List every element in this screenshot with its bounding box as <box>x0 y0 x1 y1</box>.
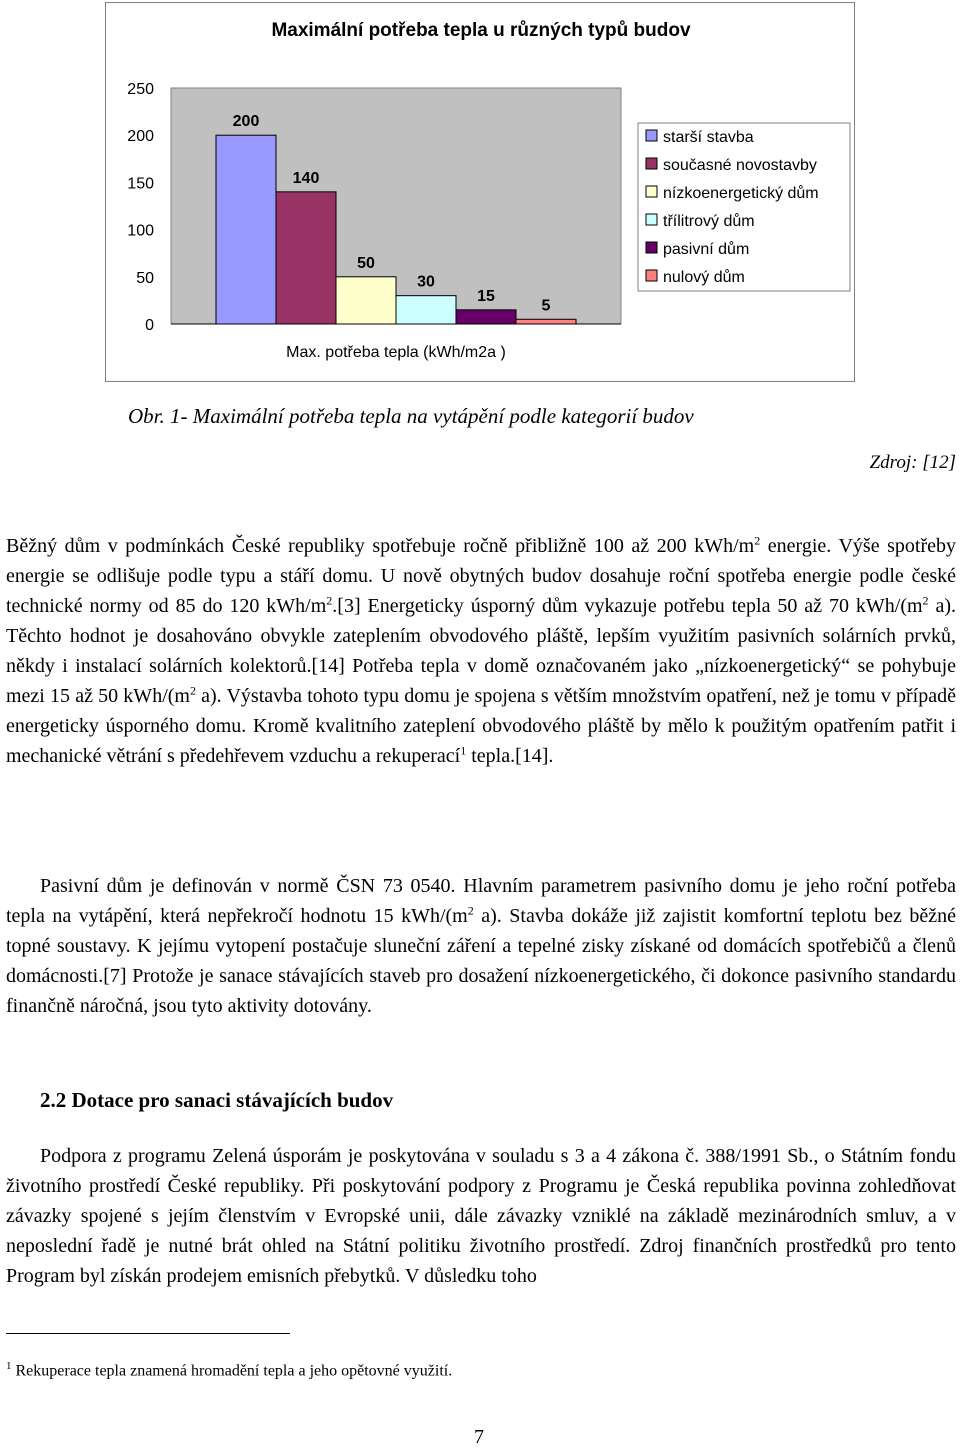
bar-label-2: 140 <box>292 169 320 187</box>
bar-label-5: 15 <box>477 287 495 305</box>
paragraph-2 <box>6 871 956 1021</box>
y-tick-label-5: 250 <box>127 81 154 98</box>
paragraph-1-text-2: energie. Výše spotřeby energie se odlišuje podle typu a stáří domu. U nově obytných budov dosahuje roční spotřeba energie podle české technické normy od 85 do 120 kWh/m <box>6 535 956 617</box>
bar-6 <box>516 319 576 324</box>
legend-swatch-6 <box>646 270 657 281</box>
chart-frame <box>105 2 855 382</box>
paragraph-1-text-4: a). Těchto hodnot je dosahováno obvykle zateplením obvodového pláště, lepším využitím pasivních solárních prvků, někdy i instalací solárních kolektorů.[14] Potřeba tepla v domě označovaném jako „nízkoenergetický“ se pohybuje mezi 15 až 50 kWh/(m <box>6 595 956 707</box>
legend-label-1: starší stavba <box>663 129 754 146</box>
chart-title: Maximální potřeba tepla u různých typů budov <box>271 20 691 41</box>
paragraph-1-text-5: a). Výstavba tohoto typu domu je spojena s větším množstvím opatření, než je tomu v případě energeticky úsporného domu. Kromě kvalitního zateplení obvodového pláště by mělo k použitým opatřením patřit i mechanické větrání s předehřevem vzduchu a rekuperací <box>6 685 956 767</box>
bar-chart <box>106 3 856 383</box>
legend-label-3: nízkoenergetický dům <box>663 185 819 202</box>
bar-2 <box>276 192 336 324</box>
paragraph-1-text-1: Běžný dům v podmínkách České republiky spotřebuje ročně přibližně 100 až 200 kWh/m <box>6 535 755 557</box>
bar-1 <box>216 135 276 324</box>
paragraph-1-text-6: tepla.[14]. <box>466 745 554 767</box>
footnote <box>6 1360 452 1380</box>
bar-label-1: 200 <box>232 113 260 131</box>
paragraph-1-sup-3: 2 <box>922 593 929 608</box>
bar-label-4: 30 <box>417 273 435 291</box>
paragraph-1-text-3: .[3] Energeticky úsporný dům vykazuje potřebu tepla 50 až 70 kWh/(m <box>332 595 923 617</box>
page-number: 7 <box>474 1426 484 1448</box>
y-tick-label-1: 50 <box>136 269 154 287</box>
bar-4 <box>396 296 456 324</box>
y-tick-label-3: 150 <box>127 175 154 193</box>
footnote-ref: 1 <box>460 743 467 758</box>
footnote-divider <box>6 1333 290 1334</box>
footnote-mark: 1 <box>6 1360 12 1372</box>
paragraph-3 <box>6 1141 956 1291</box>
figure-caption: Obr. 1- Maximální potřeba tepla na vytápění podle kategorií budov <box>128 404 694 428</box>
figure-source: Zdroj: [12] <box>869 452 956 473</box>
legend-swatch-2 <box>646 158 657 169</box>
bar-label-3: 50 <box>357 254 375 272</box>
legend-swatch-4 <box>646 214 657 225</box>
paragraph-1 <box>6 531 956 771</box>
legend-swatch-5 <box>646 242 657 253</box>
legend-label-4: třílitrový dům <box>663 213 755 230</box>
section-heading: 2.2 Dotace pro sanaci stávajících budov <box>40 1088 394 1112</box>
footnote-text: Rekuperace tepla znamená hromadění tepla a jeho opětovné využití. <box>11 1362 453 1380</box>
paragraph-2-sup-1: 2 <box>467 903 474 918</box>
legend-box <box>638 123 850 291</box>
legend-label-5: pasivní dům <box>663 241 750 258</box>
legend-swatch-1 <box>646 130 657 141</box>
paragraph-3-text: Podpora z programu Zelená úsporám je poskytována v souladu s 3 a 4 zákona č. 388/1991 Sb., o Státním fondu životního prostředí České republiky. Při poskytování podpory z Programu je Česká republika povinna zohledňovat závazky spojené s jejím členstvím v Evropské unii, dále závazky vzniklé na základě mezinárodních smluv, a v neposlední řadě je nutné brát ohled na Státní politiku životního prostředí. Zdroj finančních prostředků pro tento Program byl získán prodejem emisních přebytků. V důsledku toho <box>6 1145 956 1287</box>
y-tick-label-4: 200 <box>127 128 154 146</box>
bar-5 <box>456 310 516 324</box>
y-tick-label-0: 0 <box>145 317 154 334</box>
legend-label-2: současné novostavby <box>663 157 817 174</box>
paragraph-2-text-1: Pasivní dům je definován v normě ČSN 73 0540. Hlavním parametrem pasivního domu je jeho roční potřeba tepla na vytápění, která nepřekročí hodnotu 15 kWh/(m <box>6 875 956 927</box>
paragraph-2-text-2: a). Stavba dokáže již zajistit komfortní teplotu bez běžné topné soustavy. K jejímu vytopení postačuje sluneční záření a tepelné zisky získané od domácích spotřebičů a členů domácnosti.[7] Protože je sanace stávajících staveb pro dosažení nízkoenergetického, či dokonce pasivního standardu finančně náročná, jsou tyto aktivity dotovány. <box>6 905 957 1017</box>
paragraph-1-sup-4: 2 <box>189 683 196 698</box>
legend-label-6: nulový dům <box>663 269 745 286</box>
paragraph-1-sup-1: 2 <box>754 533 761 548</box>
legend-swatch-3 <box>646 186 657 197</box>
paragraph-1-sup-2: 2 <box>326 593 333 608</box>
bar-label-6: 5 <box>541 297 551 315</box>
bar-3 <box>336 277 396 324</box>
y-tick-label-2: 100 <box>127 222 154 240</box>
x-axis-label: Max. potřeba tepla (kWh/m2a ) <box>286 344 506 361</box>
